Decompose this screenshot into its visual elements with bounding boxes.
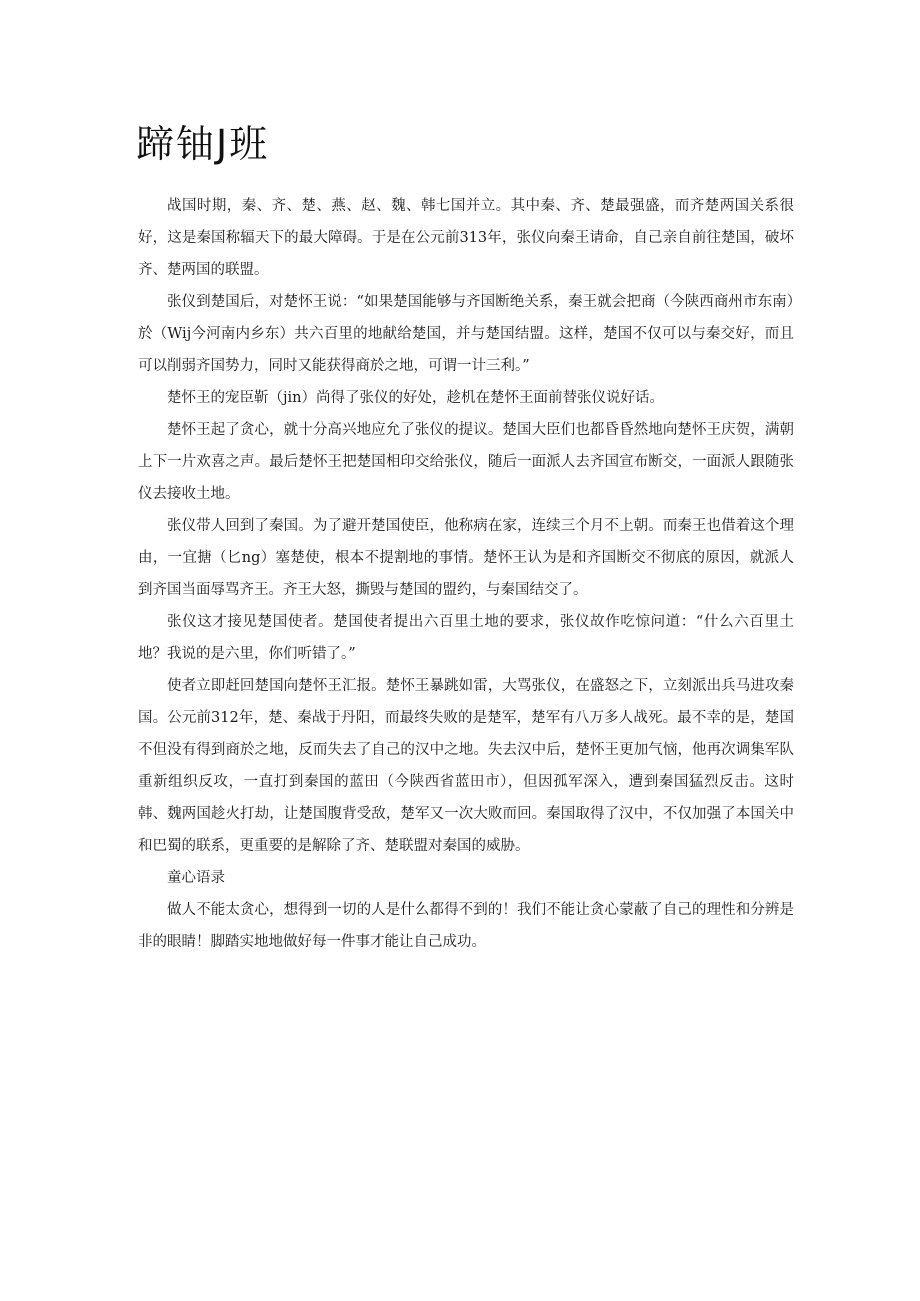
section-heading-quotes: 童心语录 — [167, 870, 225, 886]
paragraph-six-li: 张仪这才接见楚国使者。楚国使者提出六百里土地的要求，张仪故作吃惊问道：“什么六百里土地？我说的是六里，你们听错了。” — [138, 614, 794, 662]
document-body — [138, 190, 794, 958]
paragraph-return-to-qin: 张仪带人回到了秦国。为了避开楚国使臣，他称病在家，连续三个月不上朝。而秦王也借着这个理由，一宜搪（匕ng）塞楚使，根本不提割地的事情。楚怀王认为是和齐国断交不彻底的原因，就派人到齐国当面辱骂齐王。齐王大怒，撕毁与楚国的盟约，与秦国结交了。 — [138, 518, 794, 598]
document-title: 蹄铀J班 — [136, 122, 270, 166]
paragraph-moral: 做人不能太贪心，想得到一切的人是什么都得不到的！我们不能让贪心蒙蔽了自己的理性和分辨是非的眼睛！脚踏实地地做好每一件事才能让自己成功。 — [138, 902, 794, 950]
paragraph-zhangyi-speech: 张仪到楚国后，对楚怀王说：“如果楚国能够与齐国断绝关系，秦王就会把商（今陕西商州市东南）於（Wij今河南内乡东）共六百里的地献给楚国，并与楚国结盟。这样，楚国不仅可以与秦交好，而且可以削弱齐国势力，同时又能获得商於之地，可谓一计三利。” — [138, 294, 794, 374]
paragraph-intro: 战国时期，秦、齐、楚、燕、赵、魏、韩七国并立。其中秦、齐、楚最强盛，而齐楚两国关系很好，这是秦国称辐天下的最大障碍。于是在公元前313年，张仪向秦王请命，自己亲自前往楚国，破坏齐、楚两国的联盟。 — [138, 198, 794, 278]
paragraph-jinshang: 楚怀王的宠臣靳（jin）尚得了张仪的好处，趁机在楚怀王面前替张仪说好话。 — [167, 390, 664, 406]
paragraph-war: 使者立即赶回楚国向楚怀王汇报。楚怀王暴跳如雷，大骂张仪，在盛怒之下，立刻派出兵马进攻秦国。公元前312年，楚、秦战于丹阳，而最终失败的是楚军，楚军有八万多人战死。最不幸的是，楚国不但没有得到商於之地，反而失去了自己的汉中之地。失去汉中后，楚怀王更加气恼，他再次调集军队重新组织反攻，一直打到秦国的蓝田（今陕西省蓝田市），但因孤军深入，遭到秦国猛烈反击。这时韩、魏两国趁火打劫，让楚国腹背受敌，楚军又一次大败而回。秦国取得了汉中，不仅加强了本国关中和巴蜀的联系，更重要的是解除了齐、楚联盟对秦国的威胁。 — [138, 678, 794, 854]
paragraph-king-agrees: 楚怀王起了贪心，就十分高兴地应允了张仪的提议。楚国大臣们也都昏昏然地向楚怀王庆贺，满朝上下一片欢喜之声。最后楚怀王把楚国相印交给张仪，随后一面派人去齐国宣布断交，一面派人跟随张仪去接收土地。 — [138, 422, 794, 502]
